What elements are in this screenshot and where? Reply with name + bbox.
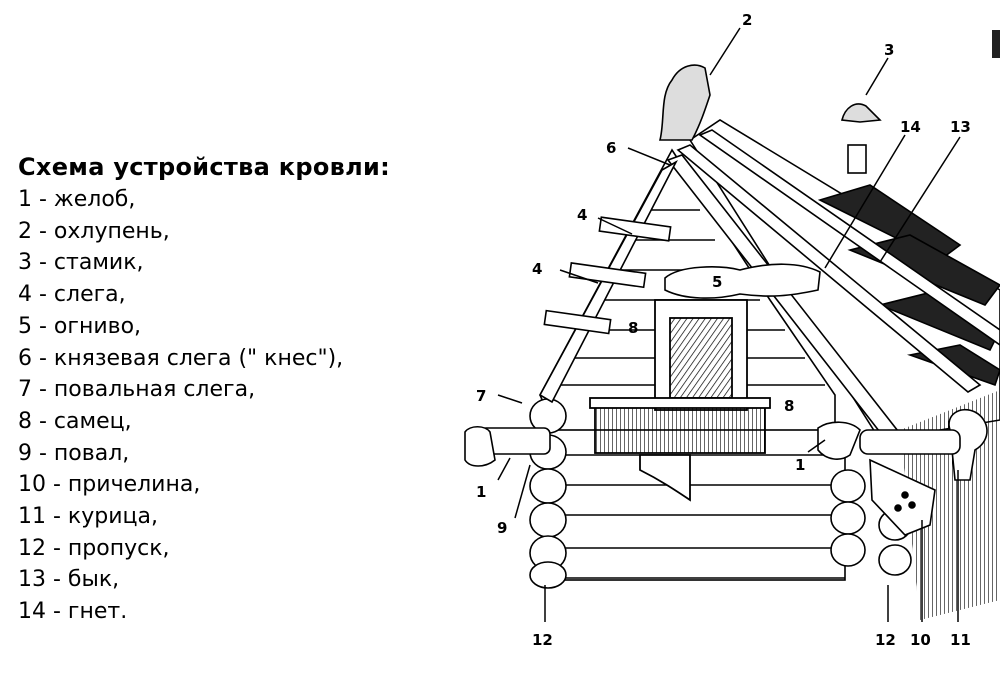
callout-11: 11	[950, 631, 971, 649]
callout-13: 13	[950, 118, 971, 136]
callout-8-right: 8	[784, 397, 795, 415]
legend-item-14: 14 - гнет.	[18, 599, 128, 625]
callout-3: 3	[884, 41, 895, 59]
legend-item-5: 5 - огниво,	[18, 313, 142, 339]
edge-mark	[992, 30, 1000, 58]
callout-1-left: 1	[476, 483, 487, 501]
legend-item-8: 8 - самец,	[18, 408, 132, 434]
legend-item-6: 6 - князевая слега (" кнес"),	[18, 345, 344, 371]
callout-7: 7	[476, 387, 487, 405]
legend-item-10: 10 - причелина,	[18, 472, 201, 498]
legend-item-9: 9 - повал,	[18, 440, 130, 466]
callout-2: 2	[742, 11, 753, 29]
callout-1-right: 1	[795, 456, 806, 474]
firestone-board	[665, 264, 820, 298]
callout-4-upper: 4	[577, 206, 588, 224]
callout-4-lower: 4	[532, 260, 543, 278]
legend-item-13: 13 - бык,	[18, 567, 120, 593]
legend-title: Схема устройства кровли:	[18, 153, 391, 181]
callout-12-left: 12	[532, 631, 553, 649]
callout-12-right: 12	[875, 631, 896, 649]
callout-14: 14	[900, 118, 921, 136]
legend-item-2: 2 - охлупень,	[18, 218, 170, 244]
callout-10: 10	[910, 631, 931, 649]
legend-item-11: 11 - курица,	[18, 504, 158, 530]
callout-8-left: 8	[628, 319, 639, 337]
callout-9: 9	[497, 519, 508, 537]
callout-5: 5	[712, 273, 723, 291]
legend-item-1: 1 - желоб,	[18, 187, 136, 212]
callout-6: 6	[606, 139, 617, 157]
legend-item-3: 3 - стамик,	[18, 250, 144, 276]
legend-item-12: 12 - пропуск,	[18, 535, 170, 561]
legend-item-7: 7 - повальная слега,	[18, 377, 256, 403]
legend-item-4: 4 - слега,	[18, 282, 126, 308]
